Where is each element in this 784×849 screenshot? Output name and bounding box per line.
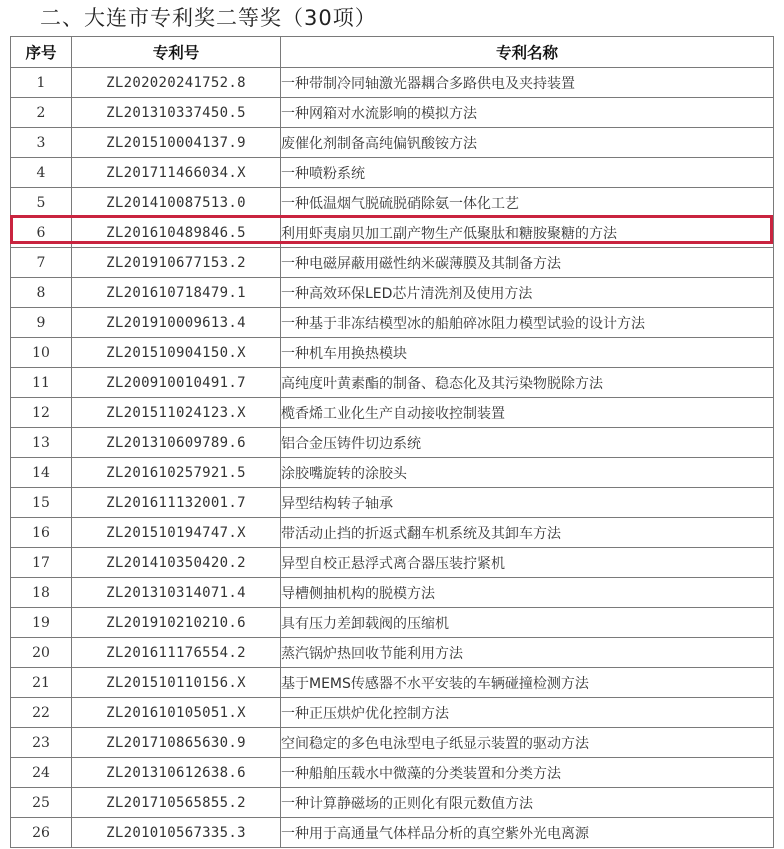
cell-patent-name: 具有压力差卸载阀的压缩机 <box>281 608 774 638</box>
column-header-patent-number: 专利号 <box>72 37 281 68</box>
cell-serial: 17 <box>11 548 72 578</box>
cell-patent-number: ZL201510110156.X <box>72 668 281 698</box>
cell-patent-number: ZL201610257921.5 <box>72 458 281 488</box>
table-row <box>11 728 774 758</box>
cell-serial: 3 <box>11 128 72 158</box>
cell-patent-number: ZL201310314071.4 <box>72 578 281 608</box>
cell-serial: 19 <box>11 608 72 638</box>
cell-patent-name: 涂胶嘴旋转的涂胶头 <box>281 458 774 488</box>
cell-patent-name: 异型自校正悬浮式离合器压装拧紧机 <box>281 548 774 578</box>
cell-patent-number: ZL201711466034.X <box>72 158 281 188</box>
cell-serial: 9 <box>11 308 72 338</box>
cell-patent-name: 蒸汽锅炉热回收节能利用方法 <box>281 638 774 668</box>
table-row <box>11 788 774 818</box>
cell-serial: 7 <box>11 248 72 278</box>
table-row <box>11 338 774 368</box>
cell-patent-number: ZL200910010491.7 <box>72 368 281 398</box>
cell-serial: 26 <box>11 818 72 848</box>
cell-patent-name: 一种带制冷同轴激光器耦合多路供电及夹持装置 <box>281 68 774 98</box>
cell-serial: 6 <box>11 218 72 248</box>
cell-serial: 23 <box>11 728 72 758</box>
cell-patent-name: 一种低温烟气脱硫脱硝除氨一体化工艺 <box>281 188 774 218</box>
cell-serial: 18 <box>11 578 72 608</box>
cell-patent-number: ZL201611132001.7 <box>72 488 281 518</box>
table-row <box>11 278 774 308</box>
cell-patent-number: ZL201410087513.0 <box>72 188 281 218</box>
cell-patent-name: 一种基于非冻结模型冰的船舶碎冰阻力模型试验的设计方法 <box>281 308 774 338</box>
cell-patent-number: ZL201610489846.5 <box>72 218 281 248</box>
table-row <box>11 248 774 278</box>
cell-patent-name: 利用虾夷扇贝加工副产物生产低聚肽和糖胺聚糖的方法 <box>281 218 774 248</box>
table-row <box>11 428 774 458</box>
table-row <box>11 458 774 488</box>
cell-patent-name: 一种网箱对水流影响的模拟方法 <box>281 98 774 128</box>
cell-patent-name: 空间稳定的多色电泳型电子纸显示装置的驱动方法 <box>281 728 774 758</box>
table-row <box>11 398 774 428</box>
cell-patent-number: ZL201910210210.6 <box>72 608 281 638</box>
cell-patent-name: 铝合金压铸件切边系统 <box>281 428 774 458</box>
cell-patent-number: ZL201910677153.2 <box>72 248 281 278</box>
cell-patent-number: ZL201611176554.2 <box>72 638 281 668</box>
table-row <box>11 158 774 188</box>
cell-patent-number: ZL201511024123.X <box>72 398 281 428</box>
cell-patent-number: ZL201310337450.5 <box>72 98 281 128</box>
cell-serial: 16 <box>11 518 72 548</box>
table-row <box>11 578 774 608</box>
patent-award-table <box>10 36 774 848</box>
table-row <box>11 758 774 788</box>
cell-serial: 21 <box>11 668 72 698</box>
table-row <box>11 518 774 548</box>
cell-serial: 5 <box>11 188 72 218</box>
cell-patent-number: ZL201510904150.X <box>72 338 281 368</box>
cell-patent-number: ZL201610718479.1 <box>72 278 281 308</box>
cell-serial: 14 <box>11 458 72 488</box>
table-body <box>11 68 774 848</box>
cell-patent-number: ZL201410350420.2 <box>72 548 281 578</box>
cell-serial: 15 <box>11 488 72 518</box>
cell-patent-name: 基于MEMS传感器不水平安装的车辆碰撞检测方法 <box>281 668 774 698</box>
table-row <box>11 818 774 848</box>
cell-patent-number: ZL202020241752.8 <box>72 68 281 98</box>
table-row <box>11 548 774 578</box>
cell-patent-number: ZL201310612638.6 <box>72 758 281 788</box>
table-row <box>11 638 774 668</box>
column-header-patent-name: 专利名称 <box>281 37 774 68</box>
table-row <box>11 188 774 218</box>
cell-patent-number: ZL201510004137.9 <box>72 128 281 158</box>
cell-patent-name: 一种船舶压载水中微藻的分类装置和分类方法 <box>281 758 774 788</box>
table-row <box>11 308 774 338</box>
cell-patent-name: 一种正压烘炉优化控制方法 <box>281 698 774 728</box>
cell-serial: 13 <box>11 428 72 458</box>
column-header-serial: 序号 <box>11 37 72 68</box>
table-row <box>11 488 774 518</box>
cell-patent-name: 一种用于高通量气体样品分析的真空紫外光电离源 <box>281 818 774 848</box>
cell-patent-name: 废催化剂制备高纯偏钒酸铵方法 <box>281 128 774 158</box>
cell-patent-name: 带活动止挡的折返式翻车机系统及其卸车方法 <box>281 518 774 548</box>
cell-serial: 24 <box>11 758 72 788</box>
cell-patent-name: 一种计算静磁场的正则化有限元数值方法 <box>281 788 774 818</box>
cell-patent-name: 一种高效环保LED芯片清洗剂及使用方法 <box>281 278 774 308</box>
cell-serial: 20 <box>11 638 72 668</box>
cell-patent-number: ZL201910009613.4 <box>72 308 281 338</box>
cell-patent-number: ZL201710865630.9 <box>72 728 281 758</box>
table-row <box>11 218 774 248</box>
cell-patent-name: 导槽侧抽机构的脱模方法 <box>281 578 774 608</box>
table-header-row <box>11 37 774 68</box>
cell-patent-number: ZL201510194747.X <box>72 518 281 548</box>
cell-serial: 10 <box>11 338 72 368</box>
table-row <box>11 698 774 728</box>
cell-serial: 22 <box>11 698 72 728</box>
cell-serial: 25 <box>11 788 72 818</box>
table-row <box>11 368 774 398</box>
table-row <box>11 668 774 698</box>
table-row <box>11 98 774 128</box>
cell-serial: 8 <box>11 278 72 308</box>
page-heading: 二、大连市专利奖二等奖（30项） <box>40 6 377 30</box>
cell-patent-name: 一种机车用换热模块 <box>281 338 774 368</box>
cell-patent-number: ZL201310609789.6 <box>72 428 281 458</box>
cell-serial: 12 <box>11 398 72 428</box>
cell-serial: 2 <box>11 98 72 128</box>
cell-patent-name: 高纯度叶黄素酯的制备、稳态化及其污染物脱除方法 <box>281 368 774 398</box>
table-row <box>11 128 774 158</box>
cell-patent-number: ZL201610105051.X <box>72 698 281 728</box>
cell-serial: 4 <box>11 158 72 188</box>
cell-patent-name: 异型结构转子轴承 <box>281 488 774 518</box>
cell-patent-number: ZL201010567335.3 <box>72 818 281 848</box>
cell-patent-name: 榄香烯工业化生产自动接收控制装置 <box>281 398 774 428</box>
cell-serial: 1 <box>11 68 72 98</box>
cell-patent-number: ZL201710565855.2 <box>72 788 281 818</box>
table-row <box>11 68 774 98</box>
cell-patent-name: 一种电磁屏蔽用磁性纳米碳薄膜及其制备方法 <box>281 248 774 278</box>
cell-serial: 11 <box>11 368 72 398</box>
table-row <box>11 608 774 638</box>
cell-patent-name: 一种喷粉系统 <box>281 158 774 188</box>
